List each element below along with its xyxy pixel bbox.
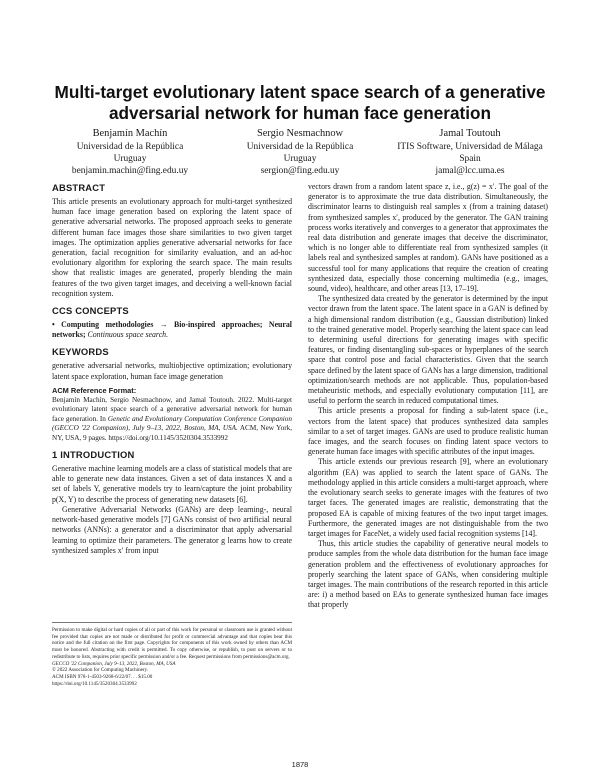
right-paragraph-5: Thus, this article studies the capability of generative neural models to produce samples from the whole data distribution for the human face image generation problem and the effectiveness of evolutionary approaches for properly searching the latent space of GANs, when considering multiple target images. The main contributions of the research reported in this article are: i) a method based on EAs to generate synthesized human face images that properly [308, 539, 548, 610]
paper-title: Multi-target evolutionary latent space search of a generative adversarial network for human face generation [54, 82, 546, 123]
keywords-text: generative adversarial networks, multiobjective optimization; evolutionary latent space exploration, human face image generation [52, 361, 292, 381]
left-column [52, 182, 292, 556]
footnote-venue: GECCO '22 Companion, July 9–13, 2022, Boston, MA, USA [52, 660, 176, 667]
author-affiliation: Universidad de la República [246, 142, 354, 152]
footnote-permission: Permission to make digital or hard copies of all or part of this work for personal or classroom use is granted without fee provided that copies are not made or distributed for profit or commercial advantage and that copies bear this notice and the full citation on the first page. Copyrights for components of this work owned by others than ACM must be honored. Abstracting with credit is permitted. To copy otherwise, or republish, to post on servers or to redistribute to lists, requires prior specific permission and/or a fee. Request permissions from permissions@acm.org. [52, 627, 292, 660]
acm-reference-text [52, 396, 292, 443]
permission-footnote [52, 622, 292, 687]
author-email: benjamin.machin@fing.edu.uy [71, 166, 189, 176]
ccs-heading: CCS CONCEPTS [52, 305, 129, 317]
abstract-text: This article presents an evolutionary approach for multi-target synthesized human face image generation based on exploring the latent space of generative adversarial networks. The proposed approach seeks to generate different human face images those share similarities to two given target images. The optimization applies generative adversarial networks for face generation, facial recognition for similarity evaluation, and an ad-hoc evolutionary algorithm for exploring the search space. The main results show that realistic images are generated, properly blending the main features of the two given target images, and deceiving a well-known facial recognition system. [52, 197, 292, 298]
right-paragraph-1: vectors drawn from a random latent space z, i.e., g(z) = x′. The goal of the generator is to approximate the true data distribution. Simultaneously, the discriminator learns to distinguish real samples x (from a training dataset) from synthesized samples x′, produced by the generator. The GAN training process works iteratively and converges to a generator that approximates the real data distribution and generate images that deceive the discriminator, which is no longer able to differentiate real from synthesized samples (it labels real and synthesized samples at random). GANs have positioned as a successful tool for many applications that require the creation of creating synthesized data, especially those concerning multimedia (e.g., images, sound, video), healthcare, and other areas [13, 17–19]. [308, 182, 548, 294]
author-name: Benjamín Machín [92, 128, 168, 139]
right-column [308, 182, 548, 611]
author-3 [380, 128, 560, 177]
author-1 [40, 128, 220, 177]
keywords-heading: KEYWORDS [52, 346, 109, 358]
page-number: 1878 [291, 760, 309, 769]
author-affiliation: ITIS Software, Universidad de Málaga [397, 142, 543, 152]
acm-ref-part-a: Benjamín Machín, Sergio Nesmachnow, and Jamal Toutouh. 2022. Multi-target evolutionary latent space search of a generative adversarial network for human face generation. In [52, 396, 292, 423]
author-name: Jamal Toutouh [439, 128, 501, 139]
ccs-bold: • Computing methodologies → Bio-inspired approaches; Neural networks; [52, 320, 292, 340]
ccs-concepts [52, 320, 292, 340]
author-country: Uruguay [283, 154, 317, 164]
author-email: sergion@fing.edu.uy [260, 166, 340, 176]
author-email: jamal@lcc.uma.es [435, 166, 505, 176]
acm-ref-part-b: ACM, New York, NY, USA, 9 pages. https://doi.org/10.1145/3520304.3533992 [52, 424, 293, 442]
author-block [40, 128, 560, 178]
right-paragraph-3: This article presents a proposal for finding a sub-latent space (i.e., vectors from the latent space) that produces synthesized data samples similar to a set of target images. GANs are used to produce realistic human face images, and the search focuses on finding latent space vectors to generate human face images with specific attributes of the input images. [308, 406, 548, 457]
ccs-italic: Continuous space search. [85, 330, 169, 340]
abstract-heading: ABSTRACT [52, 182, 106, 193]
author-country: Spain [459, 154, 481, 164]
footnote-doi: https://doi.org/10.1145/3520304.3533992 [52, 680, 137, 687]
intro-paragraph-1: Generative machine learning models are a class of statistical models that are able to generate new data instances. Given a set of data instances X and a set of labels Y, generative models try to learn/capture the joint probability p(X, Y) to describe the process of generating new datasets [6]. [52, 464, 292, 504]
footnote-copyright: © 2022 Association for Computing Machinery. [52, 667, 149, 674]
intro-paragraph-2: Generative Adversarial Networks (GANs) are deep learning-, neural network-based generative models [7] GANs consist of two artificial neural networks (ANNs): a generator and a discriminator that apply adversarial learning to optimize their parameters. The generator g learns how to create synthesized samples x′ from input [52, 504, 292, 555]
introduction-heading: 1 INTRODUCTION [52, 449, 135, 461]
footnote-isbn: ACM ISBN 978-1-4503-9268-6/22/07. . . $15.00 [52, 673, 153, 680]
author-country: Uruguay [113, 154, 147, 164]
right-paragraph-4: This article extends our previous research [9], where an evolutionary algorithm (EA) was applied to search the latent space of GANs. The methodology applied in this article considers a multi-target approach, where the evolutionary search seeks to generate images with the features of two target faces. The generated images are realistic, demonstrating that the proposed EA is capable of mixing features of the two input target images. Furthermore, the generated images are not distinguishable from the two target images for FaceNet, a widely used facial recognition systems [14]. [308, 457, 548, 538]
right-paragraph-2: The synthesized data created by the generator is determined by the input vector drawn from the latent space. The latent space in a GAN is defined by a high dimensional random distribution (e.g., Gaussian distribution) linked to the trained generative model. Properly searching the latent space can lead to determining useful directions for generating images with specific features, or finding disentangling sub-spaces or hyperplanes of the search space that control pose and facial characteristics. Given that the search space defined by the latent space of GANs has a large dimension, traditional optimization/search methods are not applicable. Thus, population-based metaheuristic methods, and especially evolutionary computation [11], are useful to perform the search in reduced computational times. [308, 294, 548, 406]
author-name: Sergio Nesmachnow [256, 128, 344, 139]
acm-reference-heading: ACM Reference Format: [52, 385, 137, 395]
author-2 [210, 128, 390, 177]
author-affiliation: Universidad de la República [76, 142, 184, 152]
acm-ref-venue: Genetic and Evolutionary Computation Conference Companion (GECCO '22 Companion), July 9–13, 2022, Boston, MA, USA. [52, 414, 292, 433]
